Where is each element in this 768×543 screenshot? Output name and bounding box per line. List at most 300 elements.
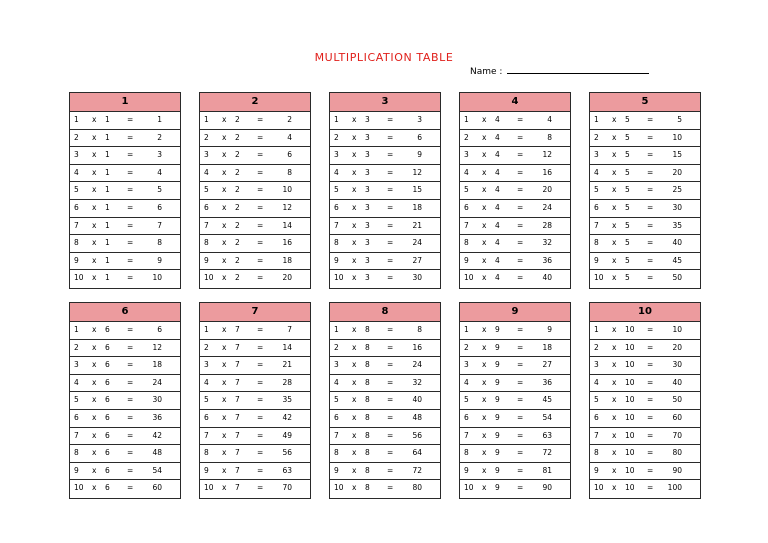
table-row (590, 165, 700, 183)
equals-sign: = (387, 430, 394, 440)
product: 60 (152, 483, 162, 493)
multiplier: 6 (74, 202, 79, 212)
multiplicand: 6 (105, 430, 110, 440)
equals-sign: = (257, 202, 264, 212)
table-row (200, 340, 310, 358)
multiplier: 1 (334, 115, 339, 124)
equals-sign: = (517, 325, 524, 334)
product: 9 (157, 255, 162, 265)
product: 2 (157, 132, 162, 142)
multiplier: 8 (464, 238, 469, 248)
product: 25 (672, 185, 682, 195)
equals-sign: = (127, 448, 134, 458)
multiplicand: 3 (365, 132, 370, 142)
product: 2 (287, 115, 292, 124)
equals-sign: = (647, 325, 654, 334)
equals-sign: = (517, 465, 524, 475)
multiplier: 3 (594, 360, 599, 370)
multiplicand: 7 (235, 377, 240, 387)
multiplicand: 1 (105, 167, 110, 177)
times-sign: x (352, 448, 357, 458)
table-row (200, 253, 310, 271)
product: 12 (542, 150, 552, 160)
equals-sign: = (647, 132, 654, 142)
multiplier: 8 (74, 238, 79, 248)
equals-sign: = (257, 273, 264, 283)
multiplicand: 3 (365, 115, 370, 124)
table-row (460, 322, 570, 340)
multiplier: 10 (334, 483, 344, 493)
equals-sign: = (387, 342, 394, 352)
multiplicand: 8 (365, 325, 370, 334)
times-sign: x (222, 150, 227, 160)
product: 18 (542, 342, 552, 352)
multiplier: 10 (464, 273, 474, 283)
times-table-6 (69, 302, 181, 499)
table-row (70, 165, 180, 183)
multiplicand: 5 (625, 273, 630, 283)
multiplier: 5 (204, 185, 209, 195)
multiplicand: 6 (105, 377, 110, 387)
product: 20 (542, 185, 552, 195)
multiplier: 8 (204, 448, 209, 458)
equals-sign: = (127, 412, 134, 422)
equals-sign: = (127, 342, 134, 352)
times-sign: x (222, 412, 227, 422)
product: 45 (672, 255, 682, 265)
times-sign: x (482, 465, 487, 475)
times-sign: x (482, 132, 487, 142)
table-row (70, 410, 180, 428)
equals-sign: = (647, 377, 654, 387)
equals-sign: = (517, 342, 524, 352)
times-sign: x (222, 132, 227, 142)
table-row (590, 463, 700, 481)
equals-sign: = (647, 412, 654, 422)
multiplier: 1 (204, 325, 209, 334)
multiplier: 1 (204, 115, 209, 124)
multiplier: 4 (204, 377, 209, 387)
times-sign: x (92, 202, 97, 212)
multiplier: 4 (594, 377, 599, 387)
table-row (590, 428, 700, 446)
multiplicand: 2 (235, 202, 240, 212)
table-row (330, 270, 440, 288)
times-sign: x (482, 202, 487, 212)
times-sign: x (612, 448, 617, 458)
product: 18 (282, 255, 292, 265)
product: 12 (152, 342, 162, 352)
equals-sign: = (647, 360, 654, 370)
multiplicand: 6 (105, 448, 110, 458)
table-row (460, 253, 570, 271)
table-row (590, 480, 700, 498)
equals-sign: = (127, 238, 134, 248)
equals-sign: = (517, 448, 524, 458)
times-table-8 (329, 302, 441, 499)
product: 24 (152, 377, 162, 387)
product: 36 (542, 377, 552, 387)
multiplicand: 9 (495, 325, 500, 334)
product: 35 (672, 220, 682, 230)
equals-sign: = (127, 115, 134, 124)
product: 8 (547, 132, 552, 142)
table-row (590, 375, 700, 393)
equals-sign: = (517, 150, 524, 160)
equals-sign: = (387, 220, 394, 230)
multiplicand: 5 (625, 115, 630, 124)
equals-sign: = (127, 185, 134, 195)
table-row (330, 112, 440, 130)
multiplier: 4 (74, 377, 79, 387)
times-sign: x (222, 465, 227, 475)
times-sign: x (612, 220, 617, 230)
product: 6 (287, 150, 292, 160)
multiplier: 4 (594, 167, 599, 177)
product: 72 (412, 465, 422, 475)
multiplier: 10 (594, 483, 604, 493)
times-sign: x (482, 360, 487, 370)
equals-sign: = (387, 483, 394, 493)
multiplicand: 6 (105, 360, 110, 370)
times-sign: x (482, 483, 487, 493)
table-row (200, 235, 310, 253)
equals-sign: = (517, 395, 524, 405)
equals-sign: = (257, 360, 264, 370)
table-row (70, 200, 180, 218)
table-row (330, 428, 440, 446)
table-row (70, 375, 180, 393)
equals-sign: = (387, 238, 394, 248)
table-row (200, 428, 310, 446)
multiplicand: 5 (625, 167, 630, 177)
table-row (200, 130, 310, 148)
product: 18 (412, 202, 422, 212)
equals-sign: = (647, 220, 654, 230)
times-sign: x (222, 115, 227, 124)
multiplicand: 2 (235, 238, 240, 248)
times-sign: x (222, 220, 227, 230)
table-row (460, 165, 570, 183)
multiplier: 5 (74, 185, 79, 195)
multiplier: 9 (334, 465, 339, 475)
equals-sign: = (647, 238, 654, 248)
multiplier: 8 (334, 448, 339, 458)
times-sign: x (612, 483, 617, 493)
multiplier: 2 (204, 342, 209, 352)
multiplier: 7 (464, 430, 469, 440)
table-row (70, 445, 180, 463)
product: 16 (542, 167, 552, 177)
product: 63 (282, 465, 292, 475)
times-sign: x (612, 325, 617, 334)
multiplicand: 6 (105, 465, 110, 475)
table-row (590, 392, 700, 410)
equals-sign: = (647, 483, 654, 493)
product: 8 (417, 325, 422, 334)
multiplicand: 4 (495, 238, 500, 248)
multiplicand: 2 (235, 150, 240, 160)
multiplicand: 4 (495, 185, 500, 195)
product: 10 (672, 325, 682, 334)
table-row (200, 322, 310, 340)
multiplicand: 8 (365, 412, 370, 422)
table-row (330, 182, 440, 200)
multiplicand: 8 (365, 483, 370, 493)
product: 14 (282, 342, 292, 352)
table-row (70, 270, 180, 288)
multiplicand: 10 (625, 430, 635, 440)
multiplier: 10 (334, 273, 344, 283)
equals-sign: = (647, 342, 654, 352)
multiplier: 2 (204, 132, 209, 142)
multiplier: 8 (204, 238, 209, 248)
multiplicand: 1 (105, 202, 110, 212)
times-sign: x (482, 273, 487, 283)
times-sign: x (482, 448, 487, 458)
product: 40 (672, 238, 682, 248)
multiplier: 6 (334, 202, 339, 212)
multiplier: 3 (204, 360, 209, 370)
times-sign: x (352, 483, 357, 493)
multiplicand: 7 (235, 412, 240, 422)
table-row (460, 218, 570, 236)
multiplier: 9 (204, 255, 209, 265)
equals-sign: = (387, 132, 394, 142)
multiplier: 5 (204, 395, 209, 405)
multiplier: 2 (594, 342, 599, 352)
times-sign: x (612, 132, 617, 142)
equals-sign: = (127, 132, 134, 142)
product: 64 (412, 448, 422, 458)
equals-sign: = (387, 448, 394, 458)
multiplier: 3 (334, 360, 339, 370)
multiplier: 10 (204, 273, 214, 283)
multiplier: 6 (74, 412, 79, 422)
multiplicand: 1 (105, 115, 110, 124)
multiplier: 6 (464, 202, 469, 212)
times-sign: x (612, 465, 617, 475)
equals-sign: = (647, 255, 654, 265)
times-sign: x (352, 273, 357, 283)
table-row (70, 253, 180, 271)
equals-sign: = (387, 412, 394, 422)
equals-sign: = (387, 360, 394, 370)
equals-sign: = (517, 430, 524, 440)
multiplicand: 6 (105, 342, 110, 352)
product: 24 (542, 202, 552, 212)
multiplicand: 10 (625, 448, 635, 458)
table-row (200, 218, 310, 236)
product: 21 (412, 220, 422, 230)
product: 36 (542, 255, 552, 265)
multiplicand: 7 (235, 325, 240, 334)
times-sign: x (482, 342, 487, 352)
multiplicand: 7 (235, 342, 240, 352)
times-sign: x (222, 483, 227, 493)
product: 6 (417, 132, 422, 142)
times-sign: x (92, 430, 97, 440)
times-sign: x (222, 377, 227, 387)
table-row (70, 340, 180, 358)
multiplier: 3 (334, 150, 339, 160)
table-row (460, 340, 570, 358)
multiplier: 4 (204, 167, 209, 177)
table-row (590, 270, 700, 288)
multiplier: 1 (594, 325, 599, 334)
multiplier: 8 (334, 238, 339, 248)
times-sign: x (92, 325, 97, 334)
times-sign: x (612, 255, 617, 265)
table-row (70, 392, 180, 410)
table-row (200, 445, 310, 463)
equals-sign: = (647, 167, 654, 177)
times-sign: x (222, 448, 227, 458)
times-table-10 (589, 302, 701, 499)
table-row (70, 130, 180, 148)
product: 30 (672, 202, 682, 212)
multiplicand: 5 (625, 220, 630, 230)
equals-sign: = (517, 412, 524, 422)
table-row (460, 463, 570, 481)
multiplier: 8 (594, 448, 599, 458)
times-sign: x (482, 115, 487, 124)
product: 24 (412, 238, 422, 248)
multiplicand: 5 (625, 132, 630, 142)
product: 30 (152, 395, 162, 405)
times-sign: x (92, 465, 97, 475)
multiplier: 10 (204, 483, 214, 493)
multiplicand: 10 (625, 412, 635, 422)
equals-sign: = (257, 185, 264, 195)
table-row (590, 130, 700, 148)
multiplicand: 6 (105, 483, 110, 493)
times-sign: x (92, 377, 97, 387)
times-sign: x (612, 360, 617, 370)
times-sign: x (222, 430, 227, 440)
table-row (330, 130, 440, 148)
equals-sign: = (387, 202, 394, 212)
table-row (330, 165, 440, 183)
product: 12 (282, 202, 292, 212)
times-sign: x (352, 325, 357, 334)
multiplier: 3 (464, 360, 469, 370)
multiplicand: 4 (495, 150, 500, 160)
multiplier: 6 (334, 412, 339, 422)
multiplier: 6 (204, 202, 209, 212)
multiplicand: 10 (625, 360, 635, 370)
product: 14 (282, 220, 292, 230)
multiplicand: 1 (105, 132, 110, 142)
table-row (330, 480, 440, 498)
table-row (200, 112, 310, 130)
product: 90 (672, 465, 682, 475)
times-sign: x (612, 342, 617, 352)
multiplicand: 3 (365, 150, 370, 160)
times-sign: x (352, 115, 357, 124)
multiplicand: 7 (235, 483, 240, 493)
equals-sign: = (127, 220, 134, 230)
multiplier: 9 (204, 465, 209, 475)
multiplicand: 5 (625, 202, 630, 212)
product: 27 (412, 255, 422, 265)
times-sign: x (612, 238, 617, 248)
times-sign: x (92, 412, 97, 422)
equals-sign: = (517, 202, 524, 212)
product: 70 (672, 430, 682, 440)
product: 20 (282, 273, 292, 283)
multiplicand: 2 (235, 273, 240, 283)
multiplier: 1 (74, 325, 79, 334)
equals-sign: = (257, 465, 264, 475)
times-sign: x (352, 430, 357, 440)
table-header: 10 (590, 303, 700, 322)
multiplier: 3 (74, 150, 79, 160)
multiplicand: 6 (105, 325, 110, 334)
times-sign: x (222, 273, 227, 283)
product: 56 (282, 448, 292, 458)
equals-sign: = (257, 395, 264, 405)
table-row (330, 392, 440, 410)
table-row (460, 270, 570, 288)
multiplicand: 10 (625, 342, 635, 352)
multiplicand: 8 (365, 430, 370, 440)
product: 40 (672, 377, 682, 387)
multiplier: 7 (204, 220, 209, 230)
table-row (200, 375, 310, 393)
times-sign: x (92, 115, 97, 124)
product: 4 (287, 132, 292, 142)
multiplier: 8 (464, 448, 469, 458)
times-sign: x (612, 377, 617, 387)
multiplier: 5 (334, 185, 339, 195)
times-sign: x (352, 132, 357, 142)
multiplicand: 6 (105, 412, 110, 422)
times-sign: x (352, 238, 357, 248)
multiplicand: 3 (365, 220, 370, 230)
multiplicand: 3 (365, 185, 370, 195)
table-row (590, 322, 700, 340)
product: 50 (672, 273, 682, 283)
multiplier: 4 (334, 167, 339, 177)
product: 45 (542, 395, 552, 405)
multiplier: 5 (464, 185, 469, 195)
times-sign: x (92, 185, 97, 195)
product: 28 (282, 377, 292, 387)
equals-sign: = (647, 465, 654, 475)
equals-sign: = (257, 377, 264, 387)
multiplier: 6 (594, 202, 599, 212)
times-sign: x (482, 430, 487, 440)
product: 30 (412, 273, 422, 283)
multiplicand: 8 (365, 465, 370, 475)
multiplier: 5 (334, 395, 339, 405)
table-header: 6 (70, 303, 180, 322)
name-blank-line[interactable] (507, 65, 649, 74)
equals-sign: = (647, 185, 654, 195)
table-header: 8 (330, 303, 440, 322)
table-row (460, 428, 570, 446)
equals-sign: = (517, 185, 524, 195)
table-row (460, 357, 570, 375)
times-sign: x (612, 150, 617, 160)
times-sign: x (222, 202, 227, 212)
multiplicand: 1 (105, 238, 110, 248)
multiplicand: 10 (625, 465, 635, 475)
multiplier: 9 (74, 465, 79, 475)
times-sign: x (92, 273, 97, 283)
name-field[interactable] (470, 65, 649, 77)
